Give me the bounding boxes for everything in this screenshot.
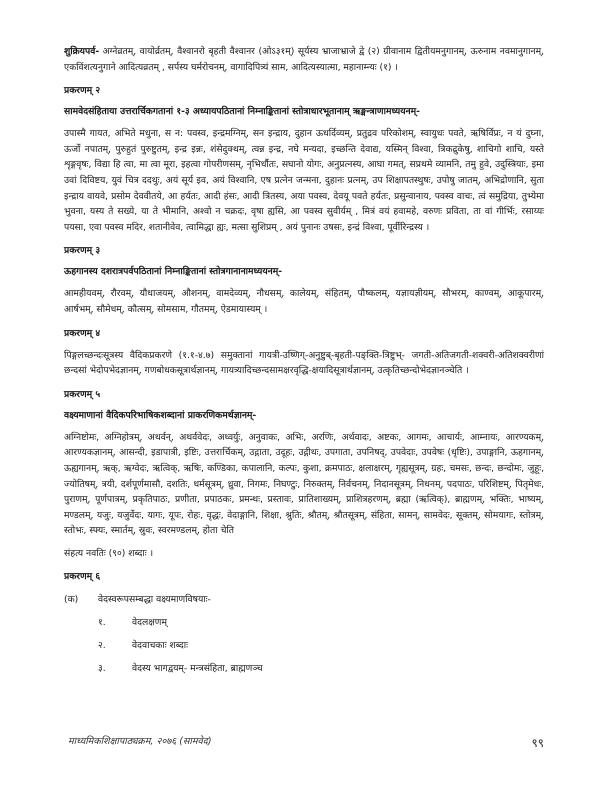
sub-item-text: वेदवाचकाः शब्दाः (132, 640, 188, 652)
prakaranam-4-body: पिङ्गलच्छन्दःसूत्रस्य वैदिकप्रकरणे (१.१-४.७) समुक्तानां गायत्री-उष्णिग्-अनुष्टुब्-बृहती-पङ्क्ति-त्रिष्टुभ्- जगती-अतिजगती-शक्वरी-अतिशक्वरीणां छन्दसां भेदोपभेदज्ञानम्, गणबोधकसूत्रार्थज्ञानम्, गायत्र्यादिच्छन्दसामक्षरवृद्धि-क्षयादिसूत्रार्थज्ञानम्, उत्कृतिच्छन्दोभेदज्ञानञ्चेति । (64, 349, 544, 377)
prakaranam-5-body: अग्निष्टोमः, अग्निहोत्रम्, अथर्वन्, अथर्ववेदः, अध्वर्युः, अनुवाकः, अभिः, अरणिः, अर्थवादः, अष्टकः, आगमः, आचार्यः, आम्नायः, आरण्यकम्, आरण्यकज्ञानम्, आसन्दी, इडापात्री, इष्टिः, उत्तरार्चिकम्, उद्गाता, उदूहः, उद्गीथः, उपगाता, उपनिषद्, उपवेदाः, उपवेषः (धृष्टिः), उपाङ्गानि, ऊहगानम्, ऊह्यगानम्, ऋक्, ऋग्वेदः, ऋत्विक्, ऋषिः, कण्डिका, कपालानि, कल्पः, कुशा, क्रमपाठः, क्षलाक्षरम्, गृह्यसूत्रम्, ग्रहः, चमसः, छन्दः, छन्दोमः, जुहूः, ज्योतिषम्, त्रयी, दर्शपूर्णमासौ, दशतिः, धर्मसूत्रम्, ध्रुवा, निगमः, निघण्टुः, निरुक्तम्, निर्वचनम्, निदानसूत्रम्, निधनम्, पदपाठः, परिशिष्टम्, पितृमेधः, पुराणम्, पूर्णपात्रम्, प्रकृतिपाठः, प्रणीता, प्रपाठकः, प्रमन्थः, प्रस्तावः, प्रातिशाख्यम्, प्राशित्रहरणम्, ब्रह्मा (ऋत्विक्), ब्राह्मणम्, भक्तिः, भाष्यम्, मण्डलम्, यजुः, यजुर्वेदः, यागः, यूपः, रोहः, वृद्धः, वेदाङ्गानि, शिक्षा, श्रुतिः, श्रौतम्, श्रौतसूत्रम्, संहिता, सामन्, सामवेदः, सूक्तम्, सोमयागः, स्तोत्रम्, स्तोभः, स्फ्यः, स्मार्तम्, स्रुवः, स्वरमण्डलम्, होता चेति (64, 431, 544, 537)
prakaranam-4-heading: प्रकरणम् ४ (64, 327, 101, 339)
footer-title: माध्यमिकशिक्षापाठ्यक्रम, २०७६ (सामवेद) (68, 736, 212, 747)
page-number: ९९ (531, 736, 544, 750)
prakaranam-5-count: संहत्य नवतिः (९०) शब्दाः । (64, 547, 154, 559)
sub-item-text: वेदलक्षणम् (132, 617, 167, 629)
page-footer (68, 734, 544, 751)
sub-item-number: १. (98, 617, 106, 629)
section-shukriyaparva (64, 44, 544, 75)
sub-item-text: वेदस्य भागद्वयम्- मन्त्रसंहिता, ब्राह्मणञ्च (132, 663, 263, 675)
shukriyaparva-text: अग्नेव्रतम्, वायोर्व्रतम्, वैश्वानरो बृहती वैश्वानर (ओऽ३१म्) सूर्यस्य भ्राजाभ्राजे द्वे (२) ग्रीवानाम द्वितीयमनुगानम्, ऊरुनाम नवमानुगानम्, एकविंशत्यनुगाने आदित्यव्रतम् , सर्पस्य घर्मरोचनम्, वागादिपित्र्यं साम, आदित्यस्यात्मा, महानाम्न्यः (१) । (64, 46, 544, 73)
list-item-label: (क) (64, 594, 79, 606)
list-item-text: वेदस्वरूपसम्बद्धा वक्ष्यमाणविषयाः- (98, 594, 211, 606)
sub-list-item (64, 639, 544, 653)
sub-list-item (64, 616, 544, 630)
document-page (64, 44, 544, 685)
sub-item-number: २. (98, 640, 106, 652)
prakaranam-5-title: वक्ष्यमाणानां वैदिकपरिभाषिकशब्दानां प्राकरणिकमर्थज्ञानम्- (64, 409, 257, 421)
prakaranam-2-body: उपास्मै गायत, अभिते मधुना, स न: पवस्व, इन्द्रमग्निम्, सन इन्द्राय, दुहान ऊधर्दिव्यम्, प्रतुद्रव परिकोशम्, स्वायुधः पवते, ऋषिर्विप्रः, न यं दुघ्ना, ऊर्जो नपातम्, पुरुहुतं पुरुष्टुतम्, इन्द्र इन्नः, शंसेदुक्थम्, त्वन्न इन्द्र, नघे मन्यदा, इच्छन्ति देवाद्य, यस्मिन् विश्वा, त्रिकद्रुकेषु, शाचिगो शाचि, यस्ते शृङ्गवृषः, विद्या हि त्वा, मा त्वा मूरा, इहत्वा गोपरीणसम्, नृभिर्धौतः, सघानो योगः, अनुप्रत्नस्य, आघा गमत्, सप्रथमे व्यामनि, तमु हुवे, उदुस्त्रियाः, इमा उवां दिविष्टय, युवं चित्र ददथुः, अयं सूर्य इव, अयं विश्वानि, एष प्रत्नेन जन्मना, दुहानः प्रत्नम्, उप शिक्षापतस्थुषः, उपोषु जातम्, अभिद्रोणानि, सुता इन्द्राय वायवे, प्रसोम देववीतये, आ हर्यतः, आदी हंसः, आदी त्रितस्य, अया पवस्व, देवयू पवते हर्यतः, प्रसुन्वानाय, पवस्व वाचः, त्वं समुद्रिया, तुभ्येमा भुवना, यस्य ते सख्ये, या ते भीमानि, अश्वो न चक्रदः, वृषा ह्यसि, आ पवस्व सुवीर्यम् , मित्रं वयं हवामहे, वरुणः प्रविता, ता वां गीर्भिः, रसाय्यः पयसा, एवा पवस्व मदिर, शतानीवेव, त्वामिद्धा ह्यः, मत्सा सुशिप्रम् , अयं पुनानः उषसः, इन्द्रं विश्वा, पूर्वीरिन्द्रस्य । (64, 128, 544, 233)
sub-item-number: ३. (98, 663, 106, 675)
prakaranam-2-heading: प्रकरणम् २ (64, 85, 101, 97)
list-item-ka (64, 593, 544, 607)
prakaranam-3-heading: प्रकरणम् ३ (64, 245, 101, 257)
prakaranam-3-body: आमहीयवम्, रौरवम्, यौधाजयम्, औशनम्, वामदेव्यम्, नौधसम्, कालेयम्, संहितम्, पौष्कलम्, यज्ञायज्ञीयम्, सौभरम्, काण्वम्, आकूपारम्, आर्षभम्, सौमेधम्, कौत्सम्, सोमसाम, गौतमम्, ऐडमायास्यम् । (64, 288, 544, 315)
prakaranam-3-title: ऊहगानस्य दशरात्रपर्वपठितानां निम्नाङ्कितानां स्तोत्रगानानामध्ययनम्- (64, 266, 283, 278)
prakaranam-6-heading: प्रकरणम् ६ (64, 571, 101, 583)
shukriyaparva-label: शुक्रियपर्व- (64, 46, 100, 57)
sub-list-item (64, 662, 544, 676)
prakaranam-2-title: सामवेदसंहिताया उत्तरार्चिकगतानां १-३ अध्यायपठितानां निम्नाङ्कितानां स्तोत्राधारभूतानाम् ऋङ्मन्त्राणामध्ययनम्- (64, 106, 420, 118)
prakaranam-5-heading: प्रकरणम् ५ (64, 388, 101, 400)
